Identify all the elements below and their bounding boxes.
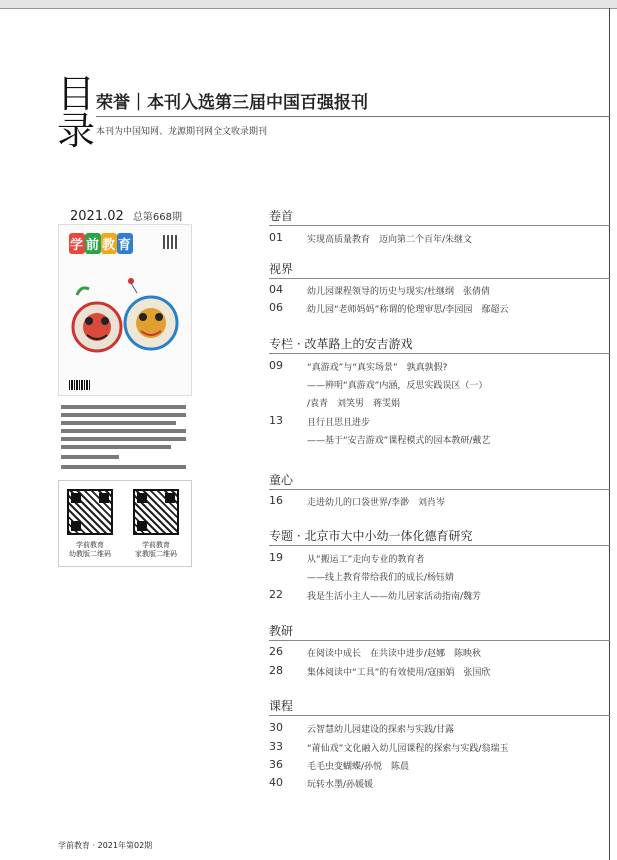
toc-entry-title[interactable]: 实现高质量教育 迈向第二个百年/朱继文 [307, 235, 473, 245]
toc-entry-title[interactable]: 集体阅读中“工具”的有效使用/寇丽娟 张国欣 [307, 668, 491, 678]
section-divider [269, 545, 610, 546]
qr-left-label-line1: 学前教育 [76, 541, 104, 549]
toc-entry-title[interactable]: 走进幼儿的口袋世界/李渺 刘肖岑 [307, 498, 446, 508]
toc-page-number: 19 [269, 551, 283, 564]
toc-page-number: 01 [269, 231, 283, 244]
toc-page-number: 13 [269, 414, 283, 427]
cover-logo-char: 前 [85, 233, 101, 254]
section-title: 专栏 · 改革路上的安吉游戏 [269, 337, 413, 351]
qr-code-panel [58, 480, 192, 567]
window-top-bar [0, 0, 617, 9]
section-title: 童心 [269, 473, 294, 487]
qr-code-left [67, 489, 113, 535]
toc-page-number: 04 [269, 283, 283, 296]
cover-logo-char: 学 [69, 233, 85, 254]
cover-logo-char: 育 [117, 233, 133, 254]
redacted-line [61, 413, 186, 417]
toc-entry-subtitle: ——线上教育带给我们的成长/杨钰婧 [307, 573, 455, 583]
toc-page-number: 36 [269, 758, 283, 771]
toc-entry-title[interactable]: 幼儿园课程领导的历史与现实/杜继纲 张倩倩 [307, 287, 491, 297]
toc-entry-title[interactable]: 在阅读中成长 在共读中进步/赵娜 陈映秋 [307, 649, 482, 659]
qr-right-label-line2: 家教版二维码 [135, 550, 177, 558]
toc-entry-title[interactable]: “真游戏”与“真实场景” 孰真孰假? [307, 363, 448, 373]
section-divider [269, 353, 610, 354]
toc-page-number: 26 [269, 645, 283, 658]
toc-entry-subtitle: ——辨明“真游戏”内涵，反思实践误区（一） [307, 381, 488, 391]
toc-entry-title[interactable]: 毛毛虫变蝴蝶/孙悦 陈晨 [307, 762, 410, 772]
redacted-line [61, 465, 186, 469]
redacted-line [61, 445, 171, 449]
toc-page-number: 09 [269, 359, 283, 372]
title-char-lu: 录 [57, 109, 96, 153]
section-title: 卷首 [269, 209, 294, 223]
issue-date: 2021.02 [70, 209, 124, 224]
toc-entry-title[interactable]: 幼儿园“老师妈妈”称谓的伦理审思/李园园 鄢超云 [307, 305, 509, 315]
section-title: 课程 [269, 699, 294, 713]
heading-divider [96, 116, 610, 117]
section-divider [269, 489, 610, 490]
cover-qr-icon [163, 235, 177, 249]
issue-info [70, 205, 182, 224]
honor-heading: 荣誉｜本刊入选第三届中国百强报刊 [96, 93, 368, 113]
toc-entry-title[interactable]: 且行且思且进步 [307, 418, 371, 428]
cover-logo-char: 教 [101, 233, 117, 254]
toc-page-number: 40 [269, 776, 283, 789]
barcode-icon [69, 380, 91, 390]
redacted-line [61, 405, 186, 409]
toc-entry-authors: /袁青 刘笑男 蒋雯娟 [307, 399, 401, 409]
issue-total: 总第668期 [132, 212, 182, 223]
redacted-line [61, 437, 186, 441]
cover-image [58, 224, 192, 396]
toc-entry-title[interactable]: 我是生活小主人——幼儿居家活动指南/魏芳 [307, 592, 482, 602]
section-title: 教研 [269, 624, 294, 638]
toc-page-number: 06 [269, 301, 283, 314]
toc-entry-title[interactable]: 从“搬运工”走向专业的教育者 [307, 555, 425, 565]
section-divider [269, 278, 610, 279]
toc-entry-title[interactable]: 玩转水墨/孙媛媛 [307, 780, 374, 790]
page-footer: 学前教育 · 2021年第02期 [58, 841, 153, 850]
indexing-note: 本刊为中国知网、龙源期刊网全文收录期刊 [96, 127, 268, 137]
toc-page-number: 22 [269, 588, 283, 601]
section-divider [269, 715, 610, 716]
toc-page-number: 33 [269, 740, 283, 753]
section-divider [269, 640, 610, 641]
redacted-line [61, 455, 119, 459]
page-right-border [609, 8, 610, 860]
title-char-mu: 目 [57, 72, 96, 116]
toc-entry-title[interactable]: 云智慧幼儿园建设的探索与实践/甘露 [307, 725, 455, 735]
qr-right-label-line1: 学前教育 [142, 541, 170, 549]
toc-page-number: 28 [269, 664, 283, 677]
section-title: 视界 [269, 262, 294, 276]
toc-page-number: 30 [269, 721, 283, 734]
qr-right-label [126, 541, 186, 559]
section-title: 专题 · 北京市大中小幼一体化德育研究 [269, 529, 473, 543]
section-divider [269, 225, 610, 226]
cover-logo [69, 233, 133, 254]
qr-left-label [60, 541, 120, 559]
toc-page-number: 16 [269, 494, 283, 507]
qr-left-label-line2: 幼教版二维码 [69, 550, 111, 558]
toc-entry-subtitle: ——基于“安吉游戏”课程模式的园本教研/戴艺 [307, 436, 491, 446]
toc-entry-title[interactable]: “莆仙戏”文化融入幼儿园课程的探索与实践/翁瑞玉 [307, 744, 509, 754]
redacted-line [61, 429, 186, 433]
lion-dance-illustration [67, 265, 183, 375]
redacted-line [61, 421, 176, 425]
qr-code-right [133, 489, 179, 535]
